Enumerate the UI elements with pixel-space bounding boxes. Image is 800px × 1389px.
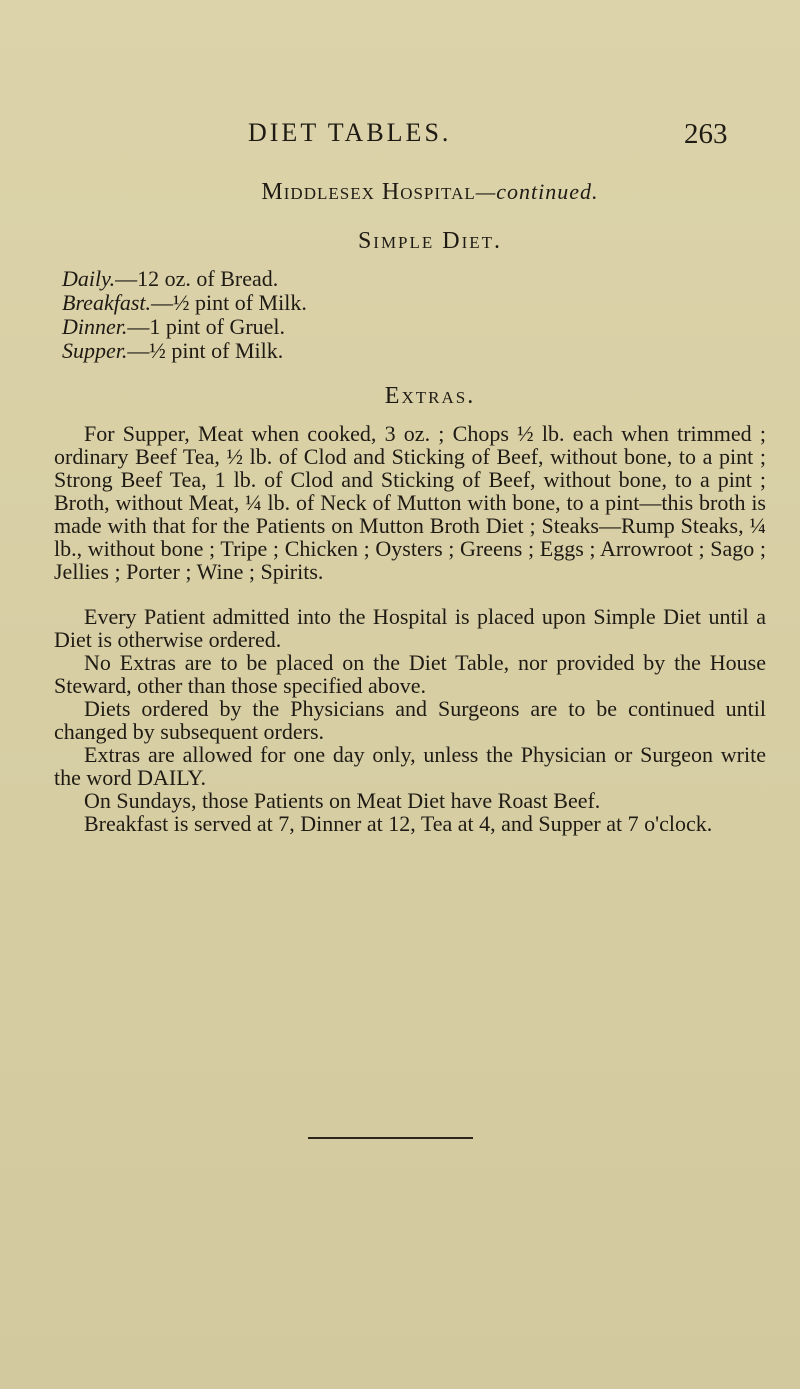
rule-paragraph: No Extras are to be placed on the Diet Table, nor provided by the House Steward, other than those specified above. xyxy=(54,650,766,698)
closing-rule xyxy=(308,1137,473,1139)
simple-diet-heading: Simple Diet. xyxy=(357,228,503,254)
rule-paragraph: Extras are allowed for one day only, unless the Physician or Surgeon write the word DAILY. xyxy=(54,742,766,790)
meal-label: Dinner. xyxy=(62,314,128,339)
rule-paragraph: On Sundays, those Patients on Meat Diet have Roast Beef. xyxy=(84,788,601,813)
meal-daily xyxy=(54,267,766,291)
hospital-name: Middlesex Hospital xyxy=(261,179,476,205)
rule-paragraph: Diets ordered by the Physicians and Surgeons are to be continued until changed by subsequent orders. xyxy=(54,696,766,744)
text-block xyxy=(54,180,766,835)
meal-dinner xyxy=(54,315,766,339)
running-title: DIET TABLES. xyxy=(248,118,452,147)
running-head xyxy=(0,118,800,158)
hospital-heading xyxy=(54,180,766,204)
extras-heading: Extras. xyxy=(384,383,476,409)
meal-label: Daily. xyxy=(62,266,116,291)
rule-paragraph: Every Patient admitted into the Hospital is placed upon Simple Diet until a Diet is otherwise ordered. xyxy=(54,604,766,652)
extras-paragraph: For Supper, Meat when cooked, 3 oz. ; Chops ½ lb. each when trimmed ; ordinary Beef Tea, ½ lb. of Clod and Sticking of Beef, without bone, to a pint ; Strong Beef Tea, 1 lb. of Clod and Sticking of Beef, without bone, to a pint ; Broth, without Meat, ¼ lb. of Neck of Mutton with bone, to a pint—this broth is made with that for the Patients on Mutton Broth Diet ; Steaks—Rump Steaks, ¼ lb., without bone ; Tripe ; Chicken ; Oysters ; Greens ; Eggs ; Arrowroot ; Sago ; Jellies ; Porter ; Wine ; Spirits. xyxy=(54,421,766,584)
meal-label: Breakfast. xyxy=(62,290,151,315)
meal-text: —1 pint of Gruel. xyxy=(127,314,286,339)
meal-label: Supper. xyxy=(62,338,128,363)
rule-paragraph: Breakfast is served at 7, Dinner at 12, Tea at 4, and Supper at 7 o'clock. xyxy=(84,811,713,836)
meal-supper xyxy=(54,339,766,363)
continued-label: —continued. xyxy=(475,179,599,204)
meal-text: —12 oz. of Bread. xyxy=(115,266,279,291)
meal-text: —½ pint of Milk. xyxy=(127,338,284,363)
meal-text: —½ pint of Milk. xyxy=(151,290,307,315)
page-number: 263 xyxy=(684,118,728,150)
meal-breakfast xyxy=(54,291,766,315)
